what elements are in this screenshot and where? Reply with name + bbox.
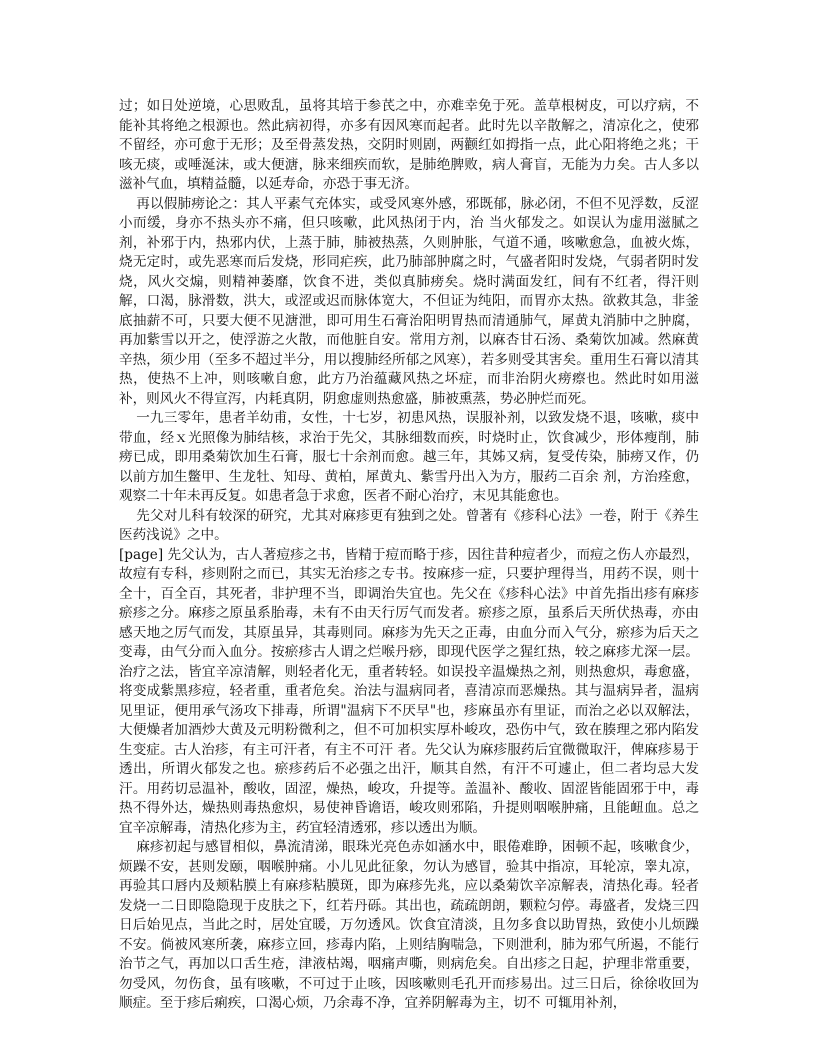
document-page — [119, 97, 699, 1014]
paragraph-case-1930: 一九三零年，患者羊幼甫，女性，十七岁，初患风热，误服补剂，以致发烧不退，咳嗽，痰中带血，经ｘ光照像为肺结核，求治于先父，其脉细数而疾，时烧时止，饮食减少，形体瘦削，肺痨已成，即用桑菊饮加生石膏，服七十余剂而愈。越三年，其姊又病，复受传染，肺痨又作，仍以前方加生鳖甲、生龙牡、知母、黄柏，犀黄丸、紫雪丹出入为方，服药二百余 剂，方治痊愈，观察二十年未再反复。如患者急于求愈，医者不耐心治疗，末见其能愈也。 — [119, 410, 699, 504]
paragraph-prognosis: 过；如日处逆境，心思败乱，虽将其培于参芪之中，亦难幸免于死。盖草根树皮，可以疗病，不能补其将绝之根源也。然此病初得，亦多有因风寒而起者。此时先以辛散解之，清凉化之，使邪不留经，亦可愈于无形；及至骨蒸发热，交阴时则剧，两颧红如拇指一点，此心阳将绝之兆；干咳无痰，或唾涎沫，或大便溏，脉来细疾而软，是肺绝脾败，病人膏盲，无能为力矣。古人多以滋补气血，填精益髓，以延寿命，亦恐于事无济。 — [119, 98, 699, 192]
paragraph-false-consumption: 再以假肺痨论之：其人平素气充体实，或受风寒外感，邪既郁，脉必闭，不但不见浮数，反涩小而缓，身亦不热头亦不痛，但只咳嗽，此风热闭于内，治 当火郁发之。如误认为虚用滋腻之剂，补邪于内，热邪内伏，上蒸于肺，肺被热蒸，久则肿胀，气道不通，咳嗽愈急，血被火炼，烧无定时，或先恶寒而后发烧，形同疟疾，此乃肺部肿腐之时，气盛者阳时发烧，气弱者阴时发烧，风火交煽，则精神萎靡，饮食不进，类似真肺痨矣。烧时满面发红，间有不红者，得汗则解，口渴，脉滑数，洪大，或涩或迟而脉体宽大，不但证为纯阳，而胃亦太热。欲救其急，非釜底抽薪不可，只要大便不见溏泄，即可用生石膏治阳明胃热而清通肺气，犀黄丸消肺中之肿腐，再加紫雪以开之，使浮游之火散，而他脏自安。常用方剂，以麻杏甘石汤、桑菊饮加减。然麻黄辛热，须少用（至多不超过半分，用以搜肺经所郁之风寒），若多则受其害矣。重用生石膏以清其热，使热不上冲，则咳嗽自愈，此方乃治蕴藏风热之坏症，而非治阴火痨瘵也。然此时如用滋补，则风火不得宣泻，内耗真阴，阴愈虚则热愈盛，肺被熏蒸，势必肿烂而死。 — [119, 195, 699, 407]
paragraph-pediatrics-intro: 先父对儿科有较深的研究，尤其对麻疹更有独到之处。曾著有《疹科心法》一卷，附于《养生医药浅说》之中。 — [119, 507, 699, 543]
paragraph-measles-onset: 麻疹初起与感冒相似，鼻流清涕，眼珠光亮色赤如涵水中，眼倦难睁，困顿不起，咳嗽食少，烦躁不安，甚则发颐，咽喉肿痛。小儿见此征象，勿认为感冒，验其中指凉，耳轮凉，睾丸凉，再验其口唇内及颊粘膜上有麻疹粘膜斑，即为麻疹先兆，应以桑菊饮辛凉解表，清热化毒。轻者发烧一二日即隐隐现于皮肤之下，红若丹砾。其出也，疏疏朗朗，颗粒匀停。毒盛者，发烧三四日后始见点，当此之时，居处宜暖，万勿透风。饮食宜清淡，且勿多食以助胃热，致使小儿烦躁不安。倘被风寒所袭，麻疹立回，疹毒内陷，上则结胸喘急，下则泄利，肺为邪气所遏，不能行治节之气，再加以口舌生疮，津液枯竭，咽痛声嘶，则病危矣。自出疹之日起，护理非常重要，勿受风，勿伤食，虽有咳嗽，不可过于止咳，因咳嗽则毛孔开而疹易出。过三日后，徐徐收回为顺症。至于疹后痢疾，口渴心烦，乃余毒不净，宜养阴解毒为主，切不 可辄用补剂， — [119, 839, 699, 1011]
paragraph-measles-theory: [page] 先父认为，古人著痘疹之书，皆精于痘而略于疹，因往昔种痘者少，而痘之伤人亦最烈，故痘有专科，疹则附之而已，其实无治疹之专书。按麻疹一症，只要护理得当，用药不误，则十全十，百全百，其死者，非护理不当，即调治失宜也。先父在《疹科心法》中首先指出疹有麻疹瘀疹之分。麻疹之原虽系胎毒，未有不由天行厉气而发者。瘀疹之原，虽系后天所伏热毒，亦由感天地之厉气而发，其原虽异，其毒则同。麻疹为先天之正毒，由血分而入气分，瘀疹为后天之变毒，由气分而入血分。按瘀疹古人谓之烂喉丹痧，即现代医学之猩红热，较之麻疹尤深一层。治疗之法，皆宜辛凉清解，则轻者化无，重者转轻。如误投辛温燥热之剂，则热愈炽，毒愈盛，将变成紫黑疹痘，轻者重，重者危矣。治法与温病同者，喜清凉而恶燥热。其与温病异者，温病见里证，便用承气汤攻下排毒，所谓"温病下不厌早"也，疹麻虽亦有里证，而治之必以双解法，大便燥者加酒炒大黄及元明粉微利之，但不可加枳实厚朴峻攻，恐伤中气，致在腠理之邪内陷发生变症。古人治疹，有主可汗者，有主不可汗 者。先父认为麻疹服药后宜微微取汗，俾麻疹易于透出，所谓火郁发之也。瘀疹药后不必强之出汗，顺其自然，有汗不可遽止，但二者均忌大发汗。用药切忌温补，酸收，固涩，燥热，峻攻，升提等。盖温补、酸收、固涩皆能固邪于中，毒热不得外达，燥热则毒热愈炽，易使神昏谵语，峻攻则邪陷，升提则咽喉肿痛，且能衄血。总之宜辛凉解毒，清热化疹为主，药宜轻清透邪，疹以透出为顺。 — [119, 546, 699, 836]
